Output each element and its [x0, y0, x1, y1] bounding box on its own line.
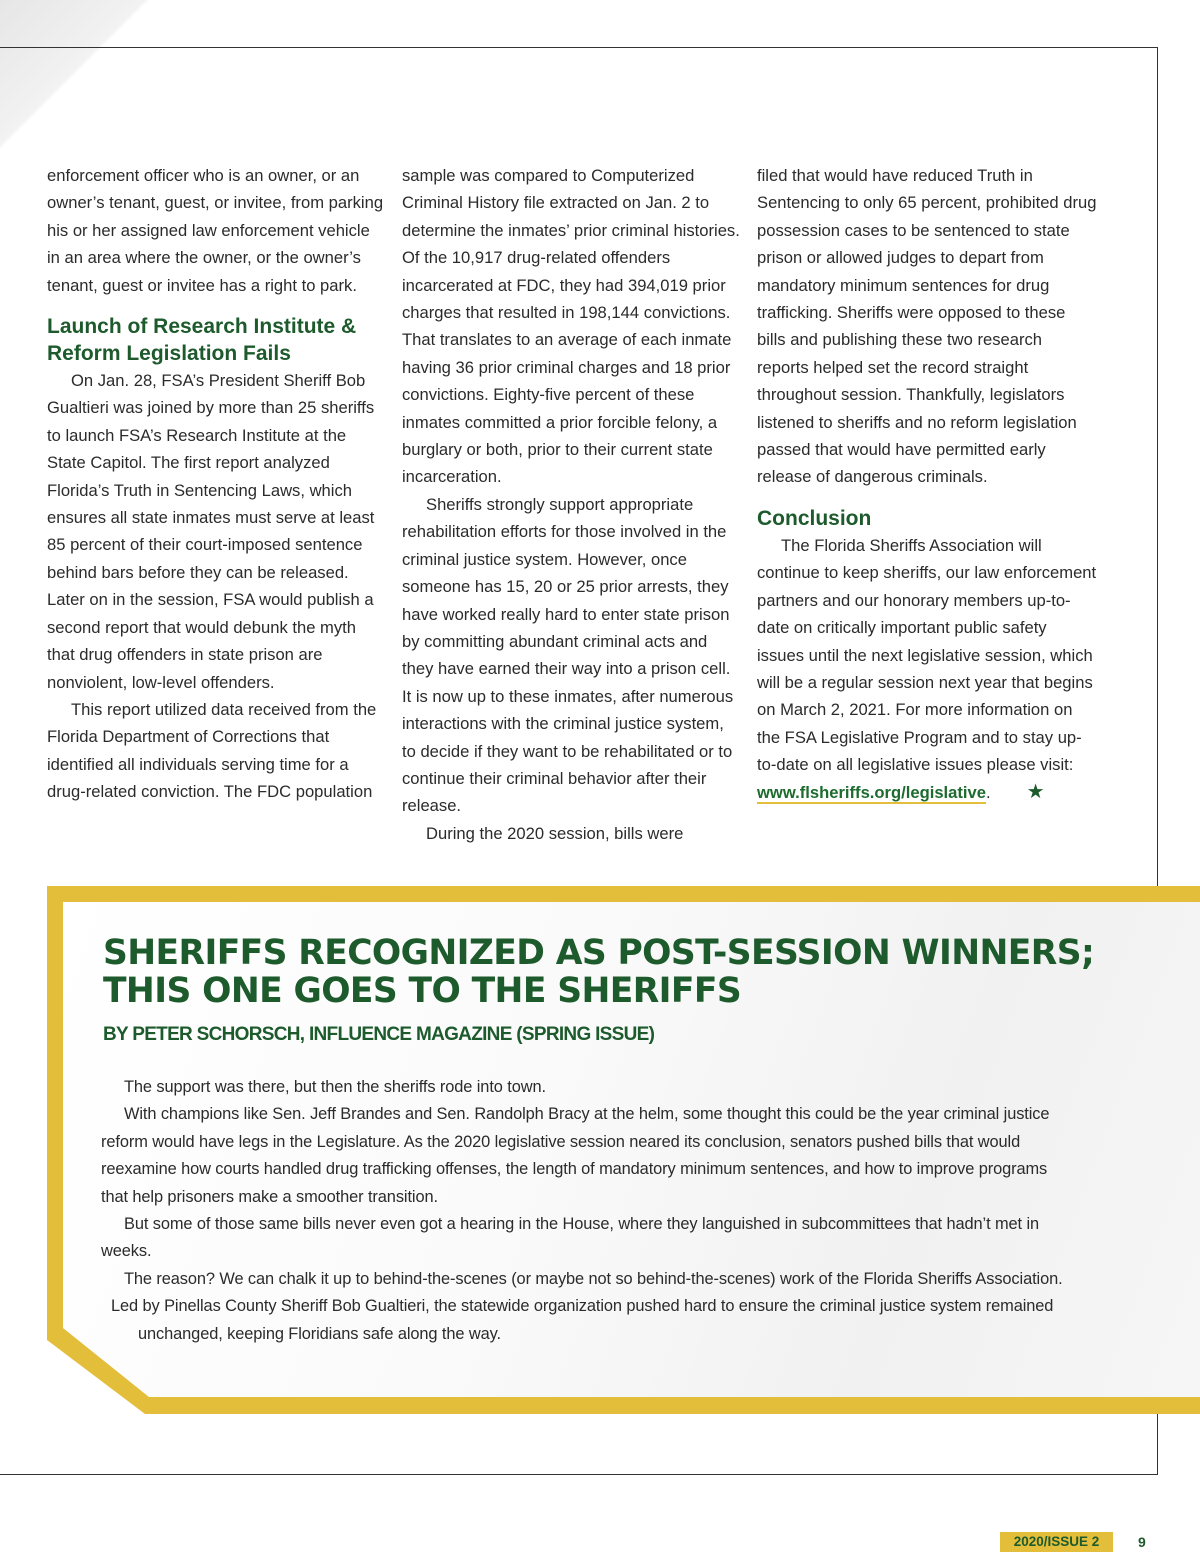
- legislative-link[interactable]: www.flsheriffs.org/legislative: [757, 782, 986, 802]
- section-heading-research-institute: Launch of Research Institute & Reform Legislation Fails: [47, 315, 357, 366]
- page-frame-bottom: [0, 1474, 1158, 1475]
- feature-paragraph-1: The support was there, but then the sheriffs rode into town.: [124, 1078, 546, 1096]
- feature-paragraph-2: With champions like Sen. Jeff Brandes and Sen. Randolph Bracy at the helm, some thought this could be the year criminal justice reform would have legs in the Legislature. As the 2020 legislative session neared its conclusion, senators pushed bills that would reexamine how courts handled drug trafficking offenses, the length of mandatory minimum sentences, and how to improve programs that help prisoners make a smoother transition.: [101, 1105, 1050, 1206]
- feature-byline: BY PETER SCHORSCH, INFLUENCE MAGAZINE (SPRING ISSUE): [103, 1024, 655, 1045]
- column2-paragraph-3: During the 2020 session, bills were: [426, 823, 684, 843]
- feature-paragraph-3: But some of those same bills never even got a hearing in the House, where they languished in subcommittees that hadn’t met in weeks.: [101, 1215, 1040, 1261]
- column1-paragraph-2: On Jan. 28, FSA’s President Sheriff Bob Gualtieri was joined by more than 25 sheriffs to launch FSA’s Research Institute at the State Capitol. The first report analyzed Florida’s Truth in Sentencing Laws, which ensures all state inmates must serve at least 85 percent of their court-imposed sentence behind bars before they can be released. Later on in the session, FSA would publish a second report that would debunk the myth that drug offenders in state prison are nonviolent, low-level offenders.: [47, 371, 375, 692]
- feature-paragraph-4: The reason? We can chalk it up to behind-the-scenes (or maybe not so behind-the-scenes) work of the Florida Sheriffs Association.: [124, 1269, 1063, 1288]
- page-frame-right-lower: [1157, 1414, 1158, 1475]
- feature-title: SHERIFFS RECOGNIZED AS POST-SESSION WINNERS; THIS ONE GOES TO THE SHERIFFS: [103, 933, 1095, 1011]
- feature-paragraph-5-line-2: unchanged, keeping Floridians safe along the way.: [138, 1324, 501, 1343]
- section-heading-conclusion: Conclusion: [757, 506, 872, 530]
- article-column-1: [47, 162, 387, 806]
- feature-paragraph-5-line-1: Led by Pinellas County Sheriff Bob Gualtieri, the statewide organization pushed hard to ensure the criminal justice system remained: [111, 1297, 1054, 1316]
- page-frame-top: [0, 47, 1158, 48]
- conclusion-period: .: [986, 782, 991, 802]
- column2-paragraph-2: Sheriffs strongly support appropriate rehabilitation efforts for those involved in the criminal justice system. However, once someone has 15, 20 or 25 prior arrests, they have worked really hard to enter state prison by committing abundant criminal acts and they have earned their way into a prison cell. It is now up to these inmates, after numerous interactions with the criminal justice system, to decide if they want to be rehabilitated or to continue their criminal behavior after their release.: [402, 494, 734, 816]
- star-icon: ★: [1026, 780, 1045, 803]
- article-column-3: [757, 162, 1097, 806]
- column3-paragraph-1: filed that would have reduced Truth in Sentencing to only 65 percent, prohibited drug possession cases to be sentenced to state prison or allowed judges to depart from mandatory minimum sentences for drug trafficking. Sheriffs were opposed to these bills and publishing these two research reports helped set the record straight throughout session. Thankfully, legislators listened to sheriffs and no reform legislation passed that would have permitted early release of dangerous criminals.: [757, 166, 1097, 487]
- article-column-2: [402, 162, 742, 847]
- column3-paragraph-2: [757, 532, 1097, 806]
- feature-body: [101, 1074, 1066, 1348]
- column2-paragraph-1: sample was compared to Computerized Criminal History file extracted on Jan. 2 to determine the inmates’ prior criminal histories. Of the 10,917 drug-related offenders incarcerated at FDC, they had 394,019 prior charges that resulted in 198,144 convictions. That translates to an average of each inmate having 36 prior criminal charges and 18 prior convictions. Eighty-five percent of these inmates committed a prior forcible felony, a burglary or both, prior to their current state incarceration.: [402, 166, 740, 487]
- page-number: 9: [1138, 1534, 1146, 1550]
- page-frame-right: [1157, 47, 1158, 887]
- issue-badge: 2020/ISSUE 2: [1000, 1532, 1113, 1552]
- column1-paragraph-1: enforcement officer who is an owner, or an owner’s tenant, guest, or invitee, from parking his or her assigned law enforcement vehicle in an area where the owner, or the owner’s tenant, guest or invitee has a right to park.: [47, 166, 384, 295]
- column1-paragraph-3: This report utilized data received from the Florida Department of Corrections that identified all individuals serving time for a drug-related conviction. The FDC population: [47, 699, 377, 802]
- conclusion-text: The Florida Sheriffs Association will continue to keep sheriffs, our law enforcement partners and our honorary members up-to-date on critically important public safety issues until the next legislative session, which will be a regular session next year that begins on March 2, 2021. For more information on the FSA Legislative Program and to stay up-to-date on all legislative issues please visit:: [757, 535, 1097, 775]
- feature-paragraph-5: [101, 1293, 1066, 1348]
- corner-decoration: [0, 0, 150, 150]
